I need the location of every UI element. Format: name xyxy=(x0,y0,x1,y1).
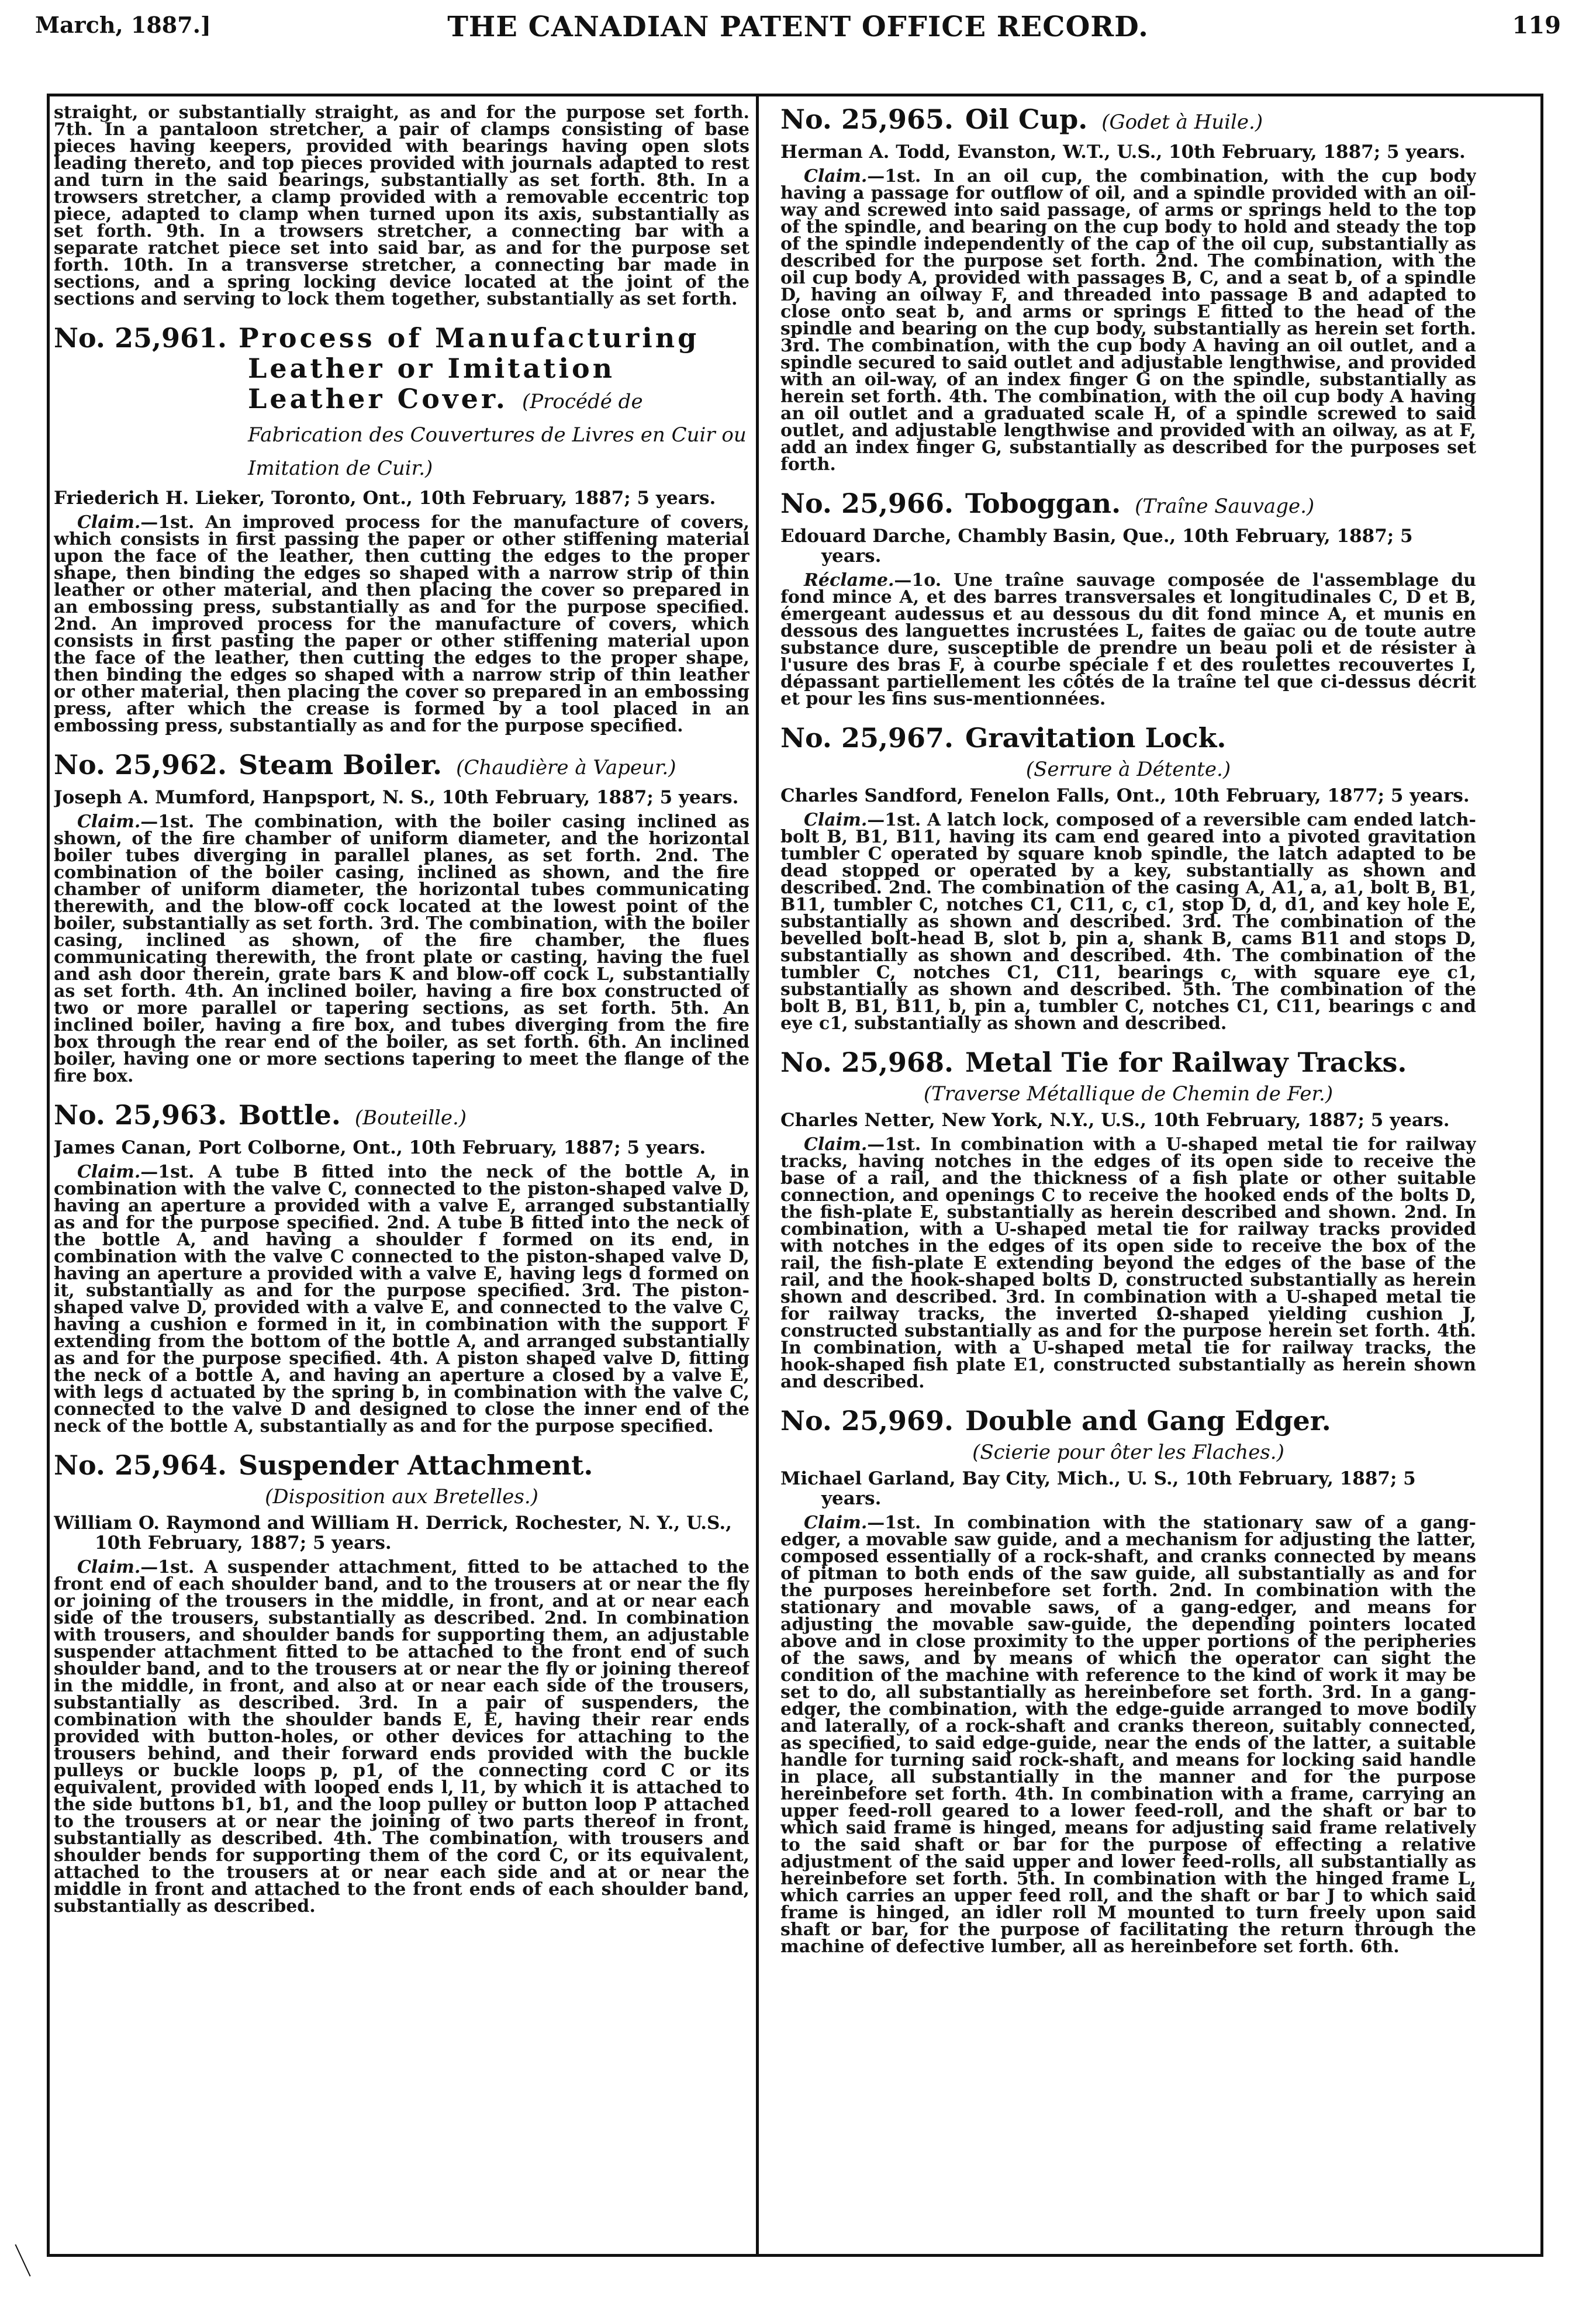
patent-title: Bottle. xyxy=(239,1099,341,1131)
patent-french-title: (Godet à Huile.) xyxy=(1101,111,1263,134)
claim-body: —1st. In combination with a U-shaped metal tie for railway tracks, having notches in the edges of its open side to receive the base of a rail, and the thickness of a fish plate or other suitable connection, and openings C to receive the hooked ends of the bolts D, the fish-plate E, substantially as herein described and shown. 2nd. In combination, with a U-shaped metal tie for railway tracks provided with notches in the edges of its open side to receive the box of the rail, the fish-plate E extending beyond the edges of the base of the rail, and the hook-shaped bolts D, constructed substantially as herein shown and described. 3rd. In combination with a U-shaped metal tie for railway tracks, the inverted Ω-shaped yielding cushion J, constructed substantially as and for the purpose herein set forth. 4th. In combination, with a U-shaped metal tie for railway tracks, the hook-shaped fish plate E1, constructed substantially as herein shown and described. xyxy=(780,1134,1476,1392)
corner-mark xyxy=(15,2244,30,2276)
patent-heading xyxy=(780,1406,1476,1436)
patent-entry-25966 xyxy=(780,488,1476,707)
patent-french-title: (Bouteille.) xyxy=(354,1106,467,1130)
inventor-line: Herman A. Todd, Evanston, W.T., U.S., 10th February, 1887; 5 years. xyxy=(780,141,1466,163)
claim-body: —1st. A tube B fitted into the neck of the bottle A, in combination with the valve C, connected to the piston-shaped valve D, having an aperture a provided with a valve E, arranged substantially as and for the purpose specified. 2nd. A tube B fitted into the neck of the bottle A, and having a shoulder f formed on its end, in combination with the valve C connected to the piston-shaped valve D, having an aperture a provided with a valve E, having legs d formed on it, substantially as and for the purpose specified. 3rd. The piston-shaped valve D, provided with a valve E, and connected to the valve C, having a cushion e formed in it, in combination with the support F extending from the bottom of the bottle A, and arranged substantially as and for the purpose specified. 4th. A piston shaped valve D, fitting the neck of a bottle A, and having an aperture a closed by a valve E, with legs d actuated by the spring b, in combination with the valve C, connected to the valve D and designed to close the inner end of the neck of the bottle A, substantially as and for the purpose specified. xyxy=(54,1162,749,1437)
patent-title: Double and Gang Edger. xyxy=(965,1405,1331,1437)
patent-number: No. 25,963. xyxy=(54,1099,227,1131)
patent-french-title: (Traverse Métallique de Chemin de Fer.) xyxy=(923,1082,1334,1106)
claim-body: —1st. The combination, with the boiler casing inclined as shown, of the fire chamber of uniform diameter, and the horizontal boiler tubes diverging in parallel planes, as set forth. 2nd. The combination of the boiler casing, inclined as shown, and the fire chamber of uniform diameter, the horizontal tubes communicating therewith, and the blow-off cock located at the lowest point of the boiler, substantially as set forth. 3rd. The combination, with the boiler casing, inclined as shown, of the fire chamber, the flues communicating therewith, the front plate or casting, having the fuel and ash door therein, grate bars K and blow-off cock L, substantially as set forth. 4th. An inclined boiler, having a fire box constructed of two or more parallel or tapering sections, as set forth. 5th. An inclined boiler, having a fire box, and tubes diverging from the fire box through the rear end of the boiler, as set forth. 6th. An inclined boiler, having one or more sections tapering to meet the flange of the fire box. xyxy=(54,812,749,1086)
patent-heading xyxy=(780,1047,1476,1078)
patent-heading xyxy=(54,323,749,484)
claim-label: Réclame. xyxy=(804,570,894,591)
patent-number: No. 25,961. xyxy=(54,322,227,354)
patent-entry-25962 xyxy=(54,750,749,1085)
claim-label: Claim. xyxy=(804,810,868,830)
publication-title: THE CANADIAN PATENT OFFICE RECORD. xyxy=(447,11,1149,43)
claim-text xyxy=(54,514,749,734)
claim-text xyxy=(780,572,1476,707)
column-divider xyxy=(756,94,759,2257)
patent-number: No. 25,966. xyxy=(780,488,954,519)
patent-title: Steam Boiler. xyxy=(239,749,443,781)
patent-french-title: (Serrure à Détente.) xyxy=(1025,758,1231,781)
patent-number: No. 25,969. xyxy=(780,1405,954,1437)
patent-entry-25968 xyxy=(780,1047,1476,1390)
patent-french-title: (Procédé de Fabrication des Couvertures de Livres en Cuir ou Imitation de Cuir.) xyxy=(248,390,747,480)
patent-number: No. 25,968. xyxy=(780,1047,954,1078)
patent-entry-25969 xyxy=(780,1406,1476,1955)
patent-number: No. 25,964. xyxy=(54,1449,227,1481)
patent-heading xyxy=(780,104,1476,137)
claim-text xyxy=(54,1559,749,1915)
patent-entry-25963 xyxy=(54,1100,749,1435)
claim-label: Claim. xyxy=(77,812,141,832)
inventor-line: William O. Raymond and William H. Derrick, Rochester, N. Y., U.S., 10th February, 1887; 5 years. xyxy=(54,1513,732,1553)
patent-heading xyxy=(54,1450,749,1480)
left-column xyxy=(54,104,749,2244)
patent-title: Process of Manufacturing Leather or Imitation Leather Cover. xyxy=(239,322,700,415)
patent-heading xyxy=(54,1100,749,1133)
patent-heading xyxy=(54,750,749,783)
claim-label: Claim. xyxy=(77,1557,141,1577)
inventor-line: Charles Sandford, Fenelon Falls, Ont., 10th February, 1877; 5 years. xyxy=(780,785,1470,806)
claim-body: —1o. Une traîne sauvage composée de l'assemblage du fond mince A, et des barres transversales et longitudinales C, D et B, émergeant audessus et au dessous du dit fond mince A, et munis en dessous des languettes incrustées L, faites de gaïac ou de toute autre substance dure, susceptible de prendre un beau poli et de résister à l'usure des bras F, à courbe spéciale f et des roulettes recouvertes I, dépassant partiellement les côtés de la traîne tel que ci-dessus décrit et pour les fins sus-mentionnées. xyxy=(780,570,1476,709)
claim-body: —1st. An improved process for the manufacture of covers, which consists in first passing the paper or other stiffening material upon the face of the leather, then cutting the edges to the proper shape, then binding the edges so shaped with a narrow strip of thin leather or other material, and then placing the cover so prepared in an embossing press, substantially as and for the purpose specified. 2nd. An improved process for the manufacture of covers, which consists in first pasting the paper or other stiffening material upon the face of the leather, then cutting the edges to the proper shape, then binding the edges so shaped with a narrow strip of thin leather or other material, then placing the cover so prepared in an embossing press, after which the crease is formed by a tool placed in an embossing press, substantially as and for the purpose specified. xyxy=(54,512,749,736)
claim-body: —1st. In an oil cup, the combination, with the cup body having a passage for outflow of oil, and a spindle provided with an oil-way and screwed into said passage, of arms or springs held to the top of the spindle, and bearing on the cup body to hold and steady the top of the spindle independently of the cap of the oil cup, substantially as described for the purpose set forth. 2nd. The combination, with the oil cup body A, provided with passages B, C, and a seat b, of a spindle D, having an oilway F, and threaded into passage B and adapted to close onto seat b, and arms or springs E fitted to the head of the spindle and bearing on the cup body, substantially as herein set forth. 3rd. The combination, with the cup body A having an oil outlet, and a spindle secured to said outlet and adjustable lengthwise, and provided with an oil-way, of an index finger G on the spindle, substantially as herein set forth. 4th. The combination, with the oil cup body A having an oil outlet and a graduated scale H, of a spindle screwed to said outlet, and adjustable lengthwise and provided with an oilway, as at F, add an index finger G, substantially as described for the purposes set forth. xyxy=(780,166,1476,475)
claim-text xyxy=(780,168,1476,473)
claim-label: Claim. xyxy=(77,1162,141,1182)
inventor-line: Joseph A. Mumford, Hanpsport, N. S., 10th February, 1887; 5 years. xyxy=(54,787,739,808)
patent-french-title: (Disposition aux Bretelles.) xyxy=(265,1485,538,1508)
patent-french-title: (Chaudière à Vapeur.) xyxy=(456,756,676,779)
claim-label: Claim. xyxy=(77,512,141,533)
patent-number: No. 25,965. xyxy=(780,104,954,135)
issue-date: March, 1887.] xyxy=(35,12,211,38)
patent-entry-25964 xyxy=(54,1450,749,1915)
inventor-line: Charles Netter, New York, N.Y., U.S., 10th February, 1887; 5 years. xyxy=(780,1110,1450,1131)
claim-label: Claim. xyxy=(804,1134,868,1155)
claim-text xyxy=(780,1136,1476,1390)
claim-label: Claim. xyxy=(804,166,868,187)
page-number: 119 xyxy=(1512,12,1561,39)
patent-number: No. 25,962. xyxy=(54,749,227,781)
inventor-line: Edouard Darche, Chambly Basin, Que., 10th February, 1887; 5 years. xyxy=(780,526,1413,567)
claim-body: —1st. A latch lock, composed of a reversible cam ended latch-bolt B, B1, B11, having its cam end geared into a pivoted gravitation tumbler C operated by square knob spindle, the latch adapted to be dead stopped or operated by a key, substantially as shown and described. 2nd. The combination of the casing A, A1, a, a1, bolt B, B1, B11, tumbler C, notches C1, C11, c, c1, stop D, d, d1, and key hole E, substantially as shown and described. 3rd. The combination of the bevelled bolt-head B, slot b, pin a, shank B, cams B11 and stops D, substantially as shown and described. 4th. The combination of the tumbler C, notches C1, C11, bearings c, with square eye c1, substantially as shown and described. 5th. The combination of the bolt B, B1, B11, b, pin a, tumbler C, notches C1, C11, bearings c and eye c1, substantially as shown and described. xyxy=(780,810,1476,1034)
right-column xyxy=(780,104,1476,2244)
claim-text xyxy=(780,1514,1476,1955)
patent-title: Gravitation Lock. xyxy=(965,722,1227,754)
inventor-line: Friederich H. Lieker, Toronto, Ont., 10th February, 1887; 5 years. xyxy=(54,488,716,509)
claim-body: —1st. A suspender attachment, fitted to be attached to the front end of each shoulder band, and to the trousers at or near the fly or joining of the trousers in the middle, in front, and at or near each side of the trousers, substantially as described. 2nd. In combination with trousers, and shoulder bands for supporting them, an adjustable suspender attachment fitted to be attached to the front end of such shoulder band, and to the trousers at or near the fly or joining thereof in the middle, in front, and also at or near each side of the trousers, substantially as described. 3rd. In a pair of suspenders, the combination with the shoulder bands E, E, having their rear ends provided with button-holes, or other devices for attaching to the trousers behind, and their forward ends provided with the buckle pulleys or buckle loops p, p1, of the connecting cord C or its equivalent, provided with looped ends l, l1, by which it is attached to the side buttons b1, b1, and the loop pulley or button loop P attached to the trousers at or near the joining of two parts thereof in front, substantially as described. 4th. The combination, with trousers and shoulder bends for supporting them of the cord C, or its equivalent, attached to the trousers at or near each side and at or near the middle in front and attached to the front ends of each shoulder band, substantially as described. xyxy=(54,1557,749,1917)
claim-label: Claim. xyxy=(804,1513,868,1533)
patent-heading xyxy=(780,488,1476,522)
running-header xyxy=(35,8,1561,43)
claim-body: —1st. In combination with the stationary saw of a gang-edger, a movable saw guide, and a mechanism for adjusting the latter, composed essentially of a rock-shaft, and cranks connected by means of pitman to both ends of the saw guide, all substantially as and for the purposes hereinbefore set forth. 2nd. In combination with the stationary and movable saws, of a gang-edger, and means for adjusting the movable saw-guide, the depending pointers located above and in close proximity to the upper portions of the peripheries of the saws, and by means of which the operator can sight the condition of the machine with reference to the kind of work it may be set to do, all substantially as hereinbefore set forth. 3rd. In a gang-edger, the combination, with the edge-guide arranged to move bodily and laterally, of a rock-shaft and cranks thereon, suitably connected, as specified, to said edge-guide, near the ends of the latter, a suitable handle for turning said rock-shaft, and means for locking said handle in place, all substantially in the manner and for the purpose hereinbefore set forth. 4th. In combination with a frame, carrying an upper feed-roll geared to a lower feed-roll, and the shaft or bar to which said frame is hinged, means for adjusting said frame relatively to the said shaft or bar for the purpose of effecting a relative adjustment of the said upper and lower feed-rolls, all substantially as hereinbefore set forth. 5th. In combination with the hinged frame L, which carries an upper feed roll, and the shaft or bar J to which said frame is hinged, an idler roll M mounted to turn freely upon said shaft or bar, for the purpose of facilitating the return through the machine of defective lumber, all as hereinbefore set forth. 6th. xyxy=(780,1513,1476,1957)
patent-entry-25967 xyxy=(780,723,1476,1032)
patent-french-title: (Scierie pour ôter les Flaches.) xyxy=(972,1441,1284,1464)
patent-title: Toboggan. xyxy=(965,488,1121,519)
continued-claim-text: straight, or substantially straight, as and for the purpose set forth. 7th. In a pantaloon stretcher, a pair of clamps consisting of base pieces having keepers, provided with bearings having open slots leading thereto, and top pieces provided with journals adapted to rest and turn in the said bearings, substantially as set forth. 8th. In a trowsers stretcher, a clamp provided with a removable eccentric top piece, adapted to clamp when turned upon its axis, substantially as set forth. 9th. In a trowsers stretcher, a connecting bar with a separate ratchet piece set into said bar, as and for the purpose set forth. 10th. In a transverse stretcher, a connecting bar made in sections, and a spring locking device located at the joint of the sections and serving to lock them together, substantially as set forth. xyxy=(54,104,749,309)
patent-entry-25965 xyxy=(780,104,1476,473)
patent-french-title: (Traîne Sauvage.) xyxy=(1135,495,1315,518)
patent-entry-25961 xyxy=(54,323,749,734)
claim-text xyxy=(780,812,1476,1032)
inventor-line: James Canan, Port Colborne, Ont., 10th February, 1887; 5 years. xyxy=(54,1137,706,1158)
claim-text xyxy=(54,813,749,1085)
inventor-line: Michael Garland, Bay City, Mich., U. S., 10th February, 1887; 5 years. xyxy=(780,1468,1416,1509)
patent-title: Metal Tie for Railway Tracks. xyxy=(965,1047,1407,1078)
patent-title: Oil Cup. xyxy=(965,104,1088,135)
patent-number: No. 25,967. xyxy=(780,722,954,754)
patent-title: Suspender Attachment. xyxy=(239,1449,593,1481)
claim-text xyxy=(54,1164,749,1435)
patent-heading xyxy=(780,723,1476,753)
